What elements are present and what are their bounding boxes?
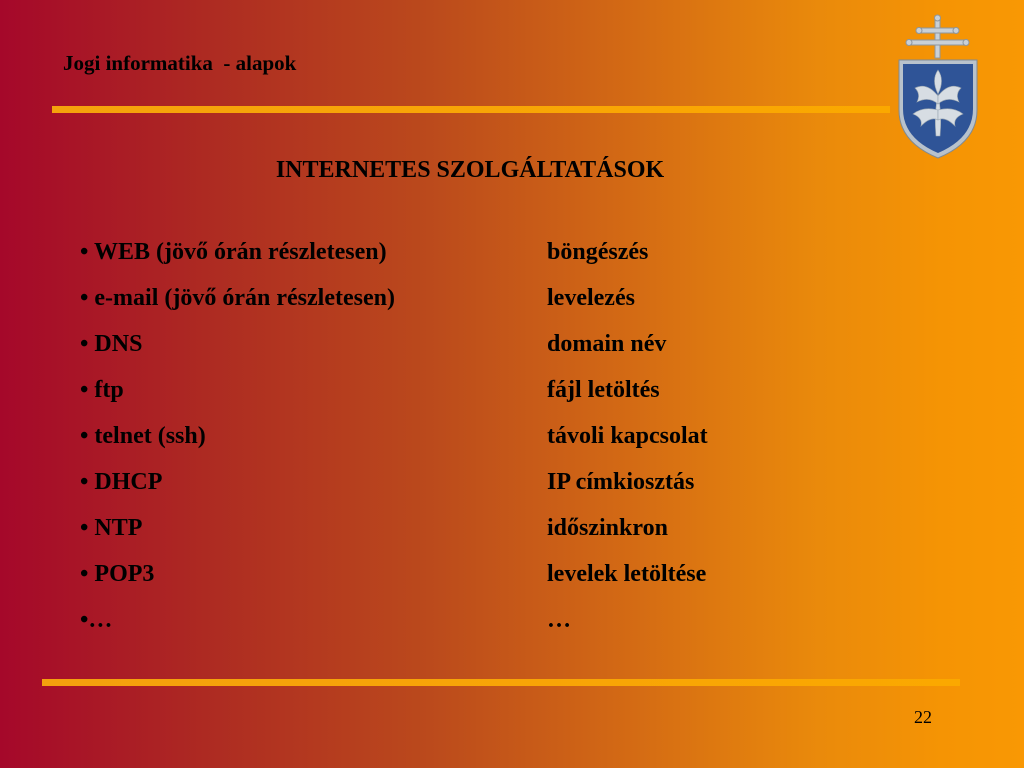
service-name: •…	[80, 607, 113, 633]
services-list	[80, 234, 840, 648]
service-description: levelezés	[547, 285, 635, 311]
list-item	[80, 326, 840, 372]
list-item	[80, 280, 840, 326]
service-name: • WEB (jövő órán részletesen)	[80, 239, 387, 265]
service-description: böngészés	[547, 239, 649, 265]
service-description: fájl letöltés	[547, 377, 660, 403]
header-title: Jogi informatika - alapok	[63, 51, 297, 75]
list-item	[80, 464, 840, 510]
service-name: • DHCP	[80, 469, 163, 495]
service-description: …	[547, 607, 571, 633]
list-item	[80, 602, 840, 648]
list-item	[80, 234, 840, 280]
service-name: • NTP	[80, 515, 143, 541]
service-name: • e-mail (jövő órán részletesen)	[80, 285, 395, 311]
service-description: domain név	[547, 331, 667, 357]
bottom-divider	[42, 679, 960, 686]
list-item	[80, 418, 840, 464]
slide-heading: INTERNETES SZOLGÁLTATÁSOK	[275, 157, 665, 183]
service-name: • POP3	[80, 561, 155, 587]
service-name: • DNS	[80, 331, 143, 357]
list-item	[80, 372, 840, 418]
page-number: 22	[914, 707, 932, 727]
coat-of-arms-icon	[893, 14, 983, 160]
service-description: IP címkiosztás	[547, 469, 695, 495]
service-description: időszinkron	[547, 515, 668, 541]
list-item	[80, 556, 840, 602]
service-name: • ftp	[80, 377, 124, 403]
service-name: • telnet (ssh)	[80, 423, 206, 449]
service-description: távoli kapcsolat	[547, 423, 708, 449]
top-divider	[52, 106, 890, 113]
list-item	[80, 510, 840, 556]
service-description: levelek letöltése	[547, 561, 707, 587]
